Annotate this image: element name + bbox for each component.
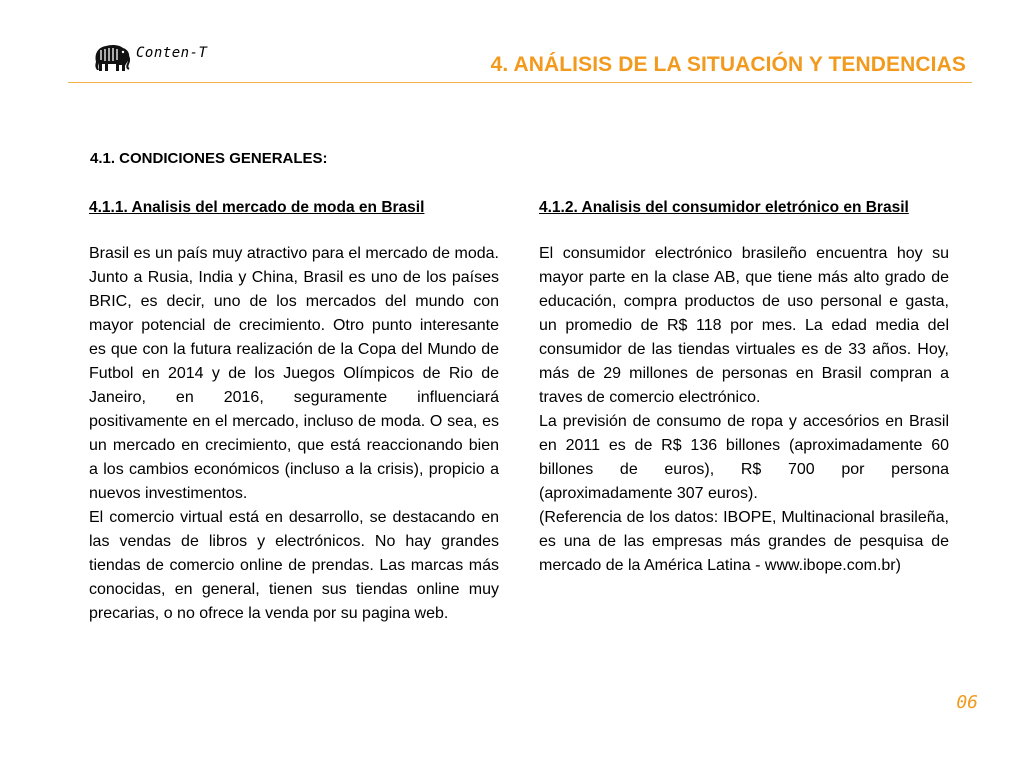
right-paragraph-2: La previsión de consumo de ropa y accesórios en Brasil en 2011 es de R$ 136 billones (aproximadamente 60 billones de euros), R$ 700 por persona (aproximadamente 307 euros). — [539, 413, 949, 502]
left-paragraph-2: El comercio virtual está en desarrollo, se destacando en las vendas de libros y electrónicos. No hay grandes tiendas de comercio online de prendas. Las marcas más conocidas, en general, tienen sus tiendas online muy precarias, o no ofrece la venda por su pagina web. — [89, 509, 499, 622]
elephant-icon — [92, 40, 132, 72]
right-subtitle: 4.1.2. Analisis del consumidor eletrónico en Brasil — [539, 199, 909, 216]
logo — [92, 40, 207, 72]
page-number: 06 — [956, 692, 978, 713]
left-paragraph-1: Brasil es un país muy atractivo para el mercado de moda. Junto a Rusia, India y China, Brasil es uno de los países BRIC, es decir, uno de los mercados del mundo con mayor potencial de crecimiento. Otro punto interesante es que con la futura realización de la Copa del Mundo de Futbol en 2014 y de los Juegos Olímpicos de Rio de Janeiro, en 2016, seguramente influenciará positivamente en el mercado, incluso de moda. O sea, es un mercado en crecimiento, que está reaccionando bien a los cambios económicos (incluso a la crisis), propicio a nuevos investimentos. — [89, 245, 499, 502]
right-paragraph-1: El consumidor electrónico brasileño encuentra hoy su mayor parte en la clase AB, que tiene más alto grado de educación, compra productos de uso personal e gasta, un promedio de R$ 118 por mes. La edad media del consumidor de las tiendas virtuales es de 33 años. Hoy, más de 29 millones de personas en Brasil compran a traves de comercio electrónico. — [539, 245, 949, 406]
header-divider — [68, 82, 972, 83]
page-title: 4. ANÁLISIS DE LA SITUACIÓN Y TENDENCIAS — [490, 53, 966, 76]
left-subtitle: 4.1.1. Analisis del mercado de moda en Brasil — [89, 199, 425, 216]
right-paragraph-3: (Referencia de los datos: IBOPE, Multinacional brasileña, es una de las empresas más grandes de pesquisa de mercado de la América Latina - www.ibope.com.br) — [539, 509, 949, 574]
section-title: 4.1. CONDICIONES GENERALES: — [90, 150, 328, 167]
right-column — [539, 196, 949, 578]
logo-text: Conten-T — [136, 45, 208, 61]
left-column — [89, 196, 499, 626]
